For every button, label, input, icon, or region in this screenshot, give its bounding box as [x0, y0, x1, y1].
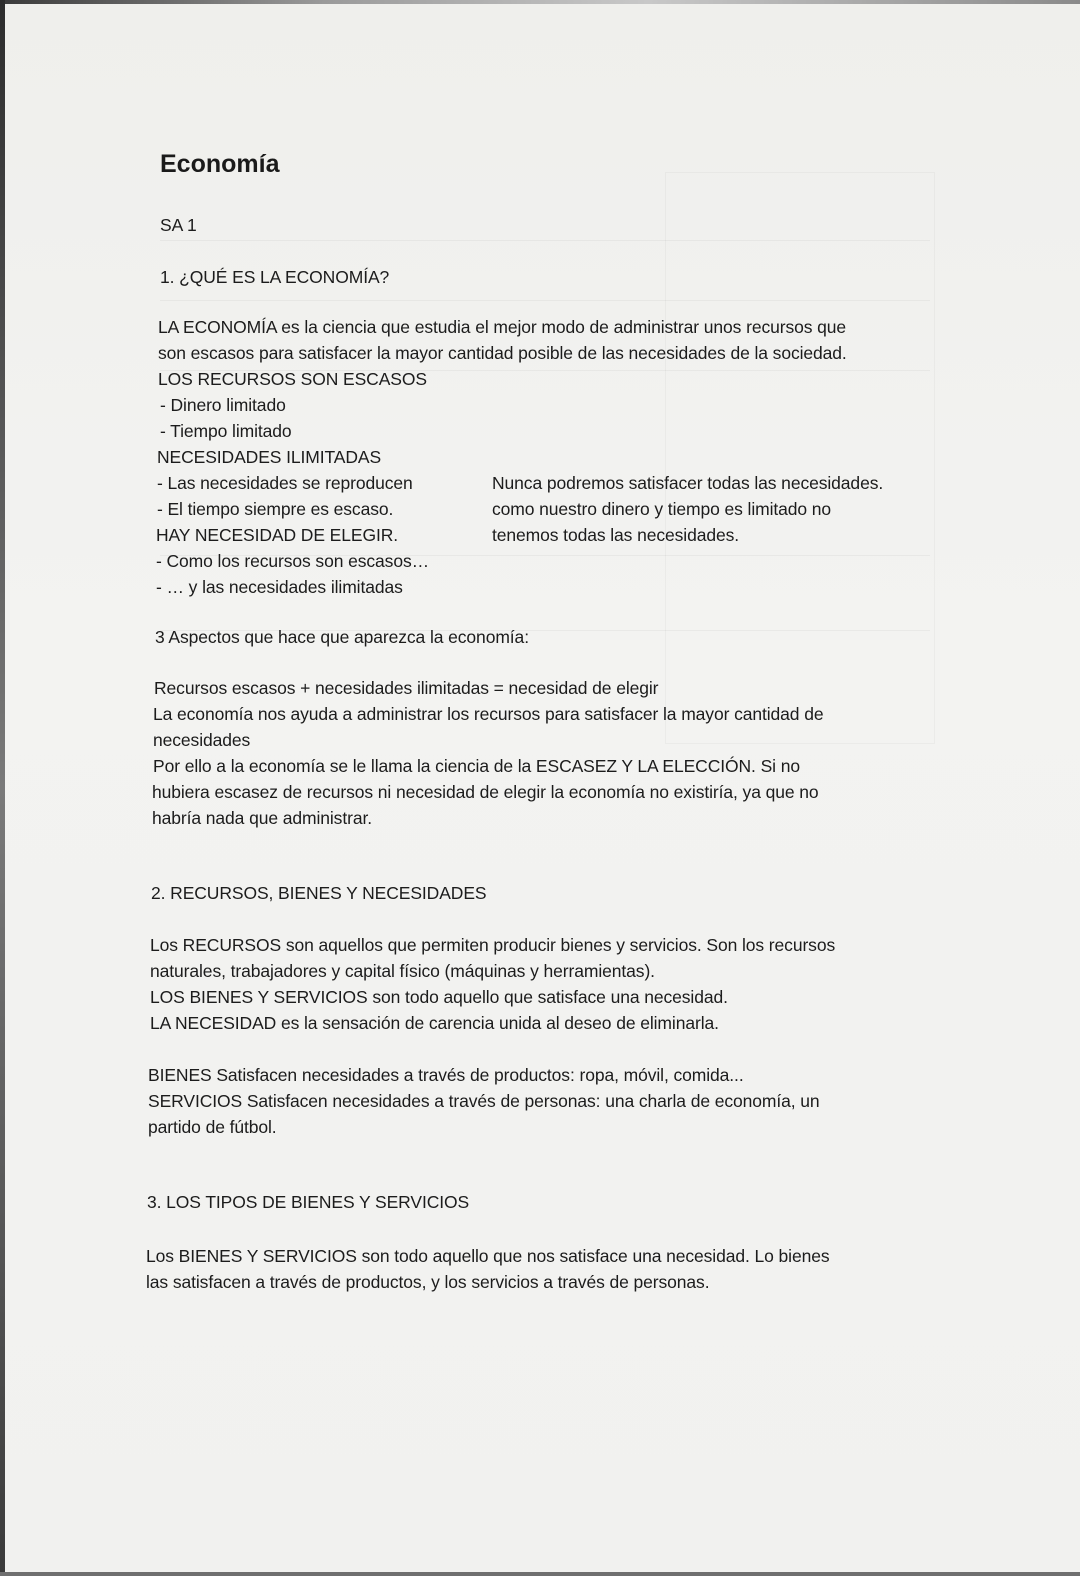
paper-edge-left — [0, 0, 5, 1576]
list-item: - El tiempo siempre es escaso. — [157, 499, 394, 519]
elegir-heading: HAY NECESIDAD DE ELEGIR. — [156, 525, 399, 545]
definition-line: son escasos para satisfacer la mayor cantidad posible de las necesidades de la sociedad. — [158, 343, 847, 363]
section2-line: naturales, trabajadores y capital físico (máquinas y herramientas). — [150, 961, 655, 981]
summary-line: habría nada que administrar. — [152, 808, 372, 828]
list-item: - Como los recursos son escasos… — [156, 551, 430, 571]
section1-heading: 1. ¿QUÉ ES LA ECONOMÍA? — [160, 267, 390, 287]
list-item: - Las necesidades se reproducen — [157, 473, 413, 493]
paper-edge-bottom — [0, 1572, 1080, 1576]
section3-heading: 3. LOS TIPOS DE BIENES Y SERVICIOS — [147, 1192, 470, 1212]
section2-line: partido de fútbol. — [148, 1117, 277, 1137]
list-item: - … y las necesidades ilimitadas — [156, 577, 403, 597]
bleed-through-line — [160, 300, 930, 301]
side-note-line: como nuestro dinero y tiempo es limitado no — [492, 499, 832, 519]
definition-line: LA ECONOMÍA es la ciencia que estudia el mejor modo de administrar unos recursos que — [158, 317, 847, 337]
summary-line: La economía nos ayuda a administrar los recursos para satisfacer la mayor cantidad de — [153, 704, 824, 724]
section2-line: LOS BIENES Y SERVICIOS son todo aquello que satisface una necesidad. — [150, 987, 728, 1007]
formula-line: Recursos escasos + necesidades ilimitadas = necesidad de elegir — [154, 678, 659, 698]
section3-line: las satisfacen a través de productos, y los servicios a través de personas. — [146, 1272, 710, 1292]
side-note-line: tenemos todas las necesidades. — [492, 525, 740, 545]
list-item: - Dinero limitado — [160, 395, 286, 415]
section3-line: Los BIENES Y SERVICIOS son todo aquello que nos satisface una necesidad. Lo bienes — [146, 1246, 830, 1266]
bleed-through-line — [160, 240, 930, 241]
section2-heading: 2. RECURSOS, BIENES Y NECESIDADES — [151, 883, 487, 903]
necesidades-heading: NECESIDADES ILIMITADAS — [157, 447, 382, 467]
bleed-through-table — [665, 172, 935, 744]
section2-line: LA NECESIDAD es la sensación de carencia unida al deseo de eliminarla. — [150, 1013, 719, 1033]
summary-line: necesidades — [153, 730, 251, 750]
summary-line: Por ello a la economía se le llama la ciencia de la ESCASEZ Y LA ELECCIÓN. Si no — [153, 756, 800, 776]
document-subtitle: SA 1 — [160, 215, 197, 235]
document-title: Economía — [160, 150, 280, 178]
summary-line: hubiera escasez de recursos ni necesidad de elegir la economía no existiría, ya que no — [152, 782, 819, 802]
section2-line: Los RECURSOS son aquellos que permiten producir bienes y servicios. Son los recursos — [150, 935, 836, 955]
section2-line: BIENES Satisfacen necesidades a través de productos: ropa, móvil, comida... — [148, 1065, 744, 1085]
recursos-heading: LOS RECURSOS SON ESCASOS — [158, 369, 427, 389]
section2-line: SERVICIOS Satisfacen necesidades a través de personas: una charla de economía, un — [148, 1091, 820, 1111]
side-note-line: Nunca podremos satisfacer todas las necesidades. — [492, 473, 884, 493]
paper-edge-top — [0, 0, 1080, 4]
list-item: - Tiempo limitado — [160, 421, 292, 441]
aspectos-line: 3 Aspectos que hace que aparezca la economía: — [155, 627, 529, 647]
